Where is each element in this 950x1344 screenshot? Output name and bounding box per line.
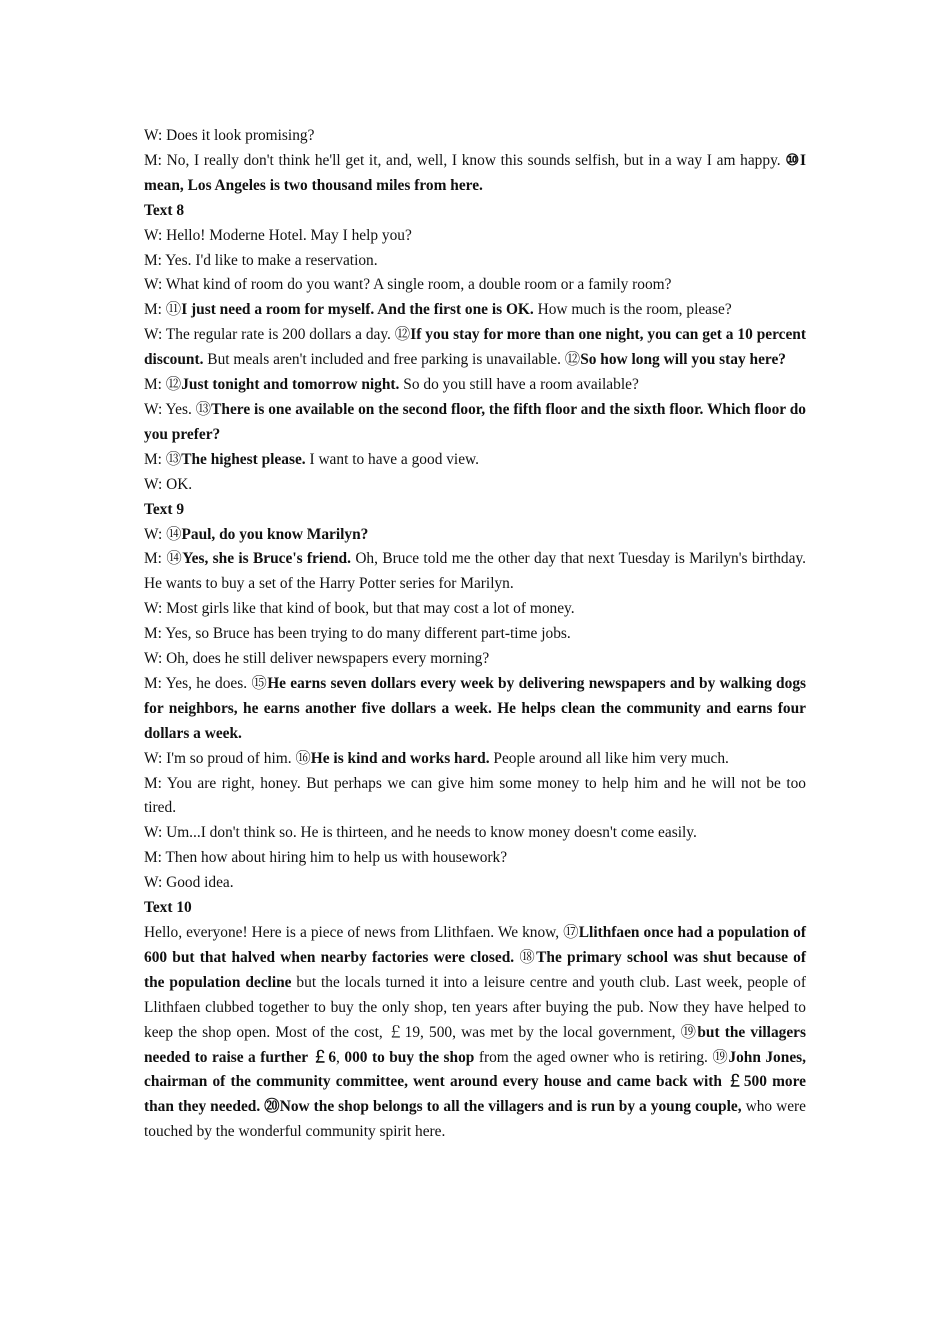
text-run: So do you still have a room available? — [399, 376, 639, 394]
text-run: Oh, Bruce told me the other day that next Tuesday is Marilyn's birthday. He wants to buy a set of the Harry Potter series for Marilyn. — [144, 550, 806, 593]
text-run: M: ⑬ — [144, 450, 182, 468]
dialogue-line — [144, 224, 806, 249]
key-sentence: The primary school was shut because of the population decline — [144, 948, 807, 991]
text-run: but the locals turned it into a leisure centre and youth club. Last week, people of Llithfaen clubbed together to buy the only shop, ten years after buying the pub. Now they have helped to keep the shop open. Most of the cost, ￡19, 500, was met by the local government, ⑲ — [144, 973, 806, 1041]
key-sentence: ⑩I mean, Los Angeles is two thousand miles from here. — [144, 151, 806, 194]
section-heading: Text 9 — [144, 500, 185, 518]
key-sentence: Just tonight and tomorrow night. — [181, 376, 400, 394]
text-run: W: I'm so proud of him. ⑯ — [144, 749, 311, 767]
dialogue-line — [144, 921, 806, 1145]
text-run: M: Yes. I'd like to make a reservation. — [144, 251, 378, 269]
dialogue-line — [144, 622, 806, 647]
text-run: How much is the room, please? — [533, 301, 732, 319]
text-run: But meals aren't included and free parking is unavailable. ⑫ — [203, 351, 581, 369]
key-sentence: He is kind and works hard. — [310, 749, 490, 767]
key-sentence: He earns seven dollars every week by delivering newspapers and by walking dogs for neighbors, he earns another five dollars a week. He helps clean the community and earns four dollars a week. — [144, 674, 806, 742]
key-sentence: 000 to buy the shop — [344, 1048, 475, 1066]
dialogue-line — [144, 647, 806, 672]
text-run: , — [336, 1048, 345, 1066]
dialogue-line — [144, 821, 806, 846]
dialogue-line — [144, 672, 806, 747]
key-sentence: but the villagers needed to raise a further ￡6 — [144, 1023, 806, 1066]
text-run: M: ⑭ — [144, 550, 183, 568]
key-sentence: I just need a room for myself. And the first one is OK. — [181, 301, 534, 319]
key-sentence: There is one available on the second floor, the fifth floor and the sixth floor. Which floor do you prefer? — [144, 400, 806, 443]
text-run: M: ⑫ — [144, 376, 182, 394]
text-run: I want to have a good view. — [305, 450, 480, 468]
dialogue-line — [144, 124, 806, 149]
text-run: W: Yes. ⑬ — [144, 400, 212, 418]
key-sentence: So how long will you stay here? — [580, 351, 786, 369]
section-heading: Text 8 — [144, 201, 185, 219]
dialogue-line — [144, 273, 806, 298]
dialogue-line — [144, 871, 806, 896]
text-run: W: Um...I don't think so. He is thirteen, and he needs to know money doesn't come easily. — [144, 824, 697, 842]
text-run: from the aged owner who is retiring. ⑲ — [474, 1048, 729, 1066]
text-run: W: Hello! Moderne Hotel. May I help you? — [144, 226, 412, 244]
text-run: M: You are right, honey. But perhaps we can give him some money to help him and he will not be too tired. — [144, 774, 806, 817]
text-run: W: The regular rate is 200 dollars a day. ⑫ — [144, 326, 411, 344]
dialogue-line — [144, 298, 806, 323]
dialogue-line — [144, 772, 806, 822]
text-run: M: No, I really don't think he'll get it, and, well, I know this sounds selfish, but in a way I am happy. — [144, 151, 786, 169]
dialogue-line — [144, 846, 806, 871]
text-run: M: Yes, he does. ⑮ — [144, 674, 268, 692]
text-run: W: OK. — [144, 475, 193, 493]
dialogue-line — [144, 547, 806, 597]
text-run: M: Yes, so Bruce has been trying to do many different part-time jobs. — [144, 625, 571, 643]
dialogue-line — [144, 373, 806, 398]
text-run: W: Good idea. — [144, 874, 234, 892]
text-run: M: Then how about hiring him to help us with housework? — [144, 849, 508, 867]
key-sentence: Llithfaen once had a population of 600 but that halved when nearby factories were closed. — [144, 924, 807, 966]
text-run: Hello, everyone! Here is a piece of news from Llithfaen. We know, ⑰ — [144, 924, 579, 941]
dialogue-line — [144, 149, 806, 199]
key-sentence: Yes, she is Bruce's friend. — [182, 550, 351, 568]
dialogue-line — [144, 747, 806, 772]
dialogue-line — [144, 323, 806, 373]
dialogue-line — [144, 398, 806, 448]
dialogue-line — [144, 597, 806, 622]
text-run: People around all like him very much. — [489, 749, 729, 767]
key-sentence: The highest please. — [181, 450, 306, 468]
transcript-document — [144, 124, 806, 1145]
key-sentence: If you stay for more than one night, you can get a 10 percent discount. — [144, 326, 806, 369]
text-run: ⑱ — [514, 948, 537, 966]
text-run: W: Does it look promising? — [144, 127, 315, 144]
dialogue-line — [144, 523, 806, 548]
key-sentence: Paul, do you know Marilyn? — [181, 525, 369, 543]
section-heading: Text 10 — [144, 899, 192, 917]
dialogue-line — [144, 249, 806, 274]
text-run: W: What kind of room do you want? A single room, a double room or a family room? — [144, 276, 672, 294]
dialogue-line — [144, 473, 806, 498]
dialogue-line — [144, 448, 806, 473]
text-run: W: Oh, does he still deliver newspapers every morning? — [144, 650, 490, 668]
text-run: W: ⑭ — [144, 525, 182, 543]
text-run: W: Most girls like that kind of book, but that may cost a lot of money. — [144, 600, 575, 618]
key-sentence: John Jones, chairman of the community committee, went around every house and came back with ￡500 more than they needed. ⑳Now the shop belongs to all the villagers and is run by a young couple, — [144, 1048, 806, 1116]
text-run: who were touched by the wonderful community spirit here. — [144, 1098, 806, 1141]
text-run: M: ⑪ — [144, 301, 182, 319]
